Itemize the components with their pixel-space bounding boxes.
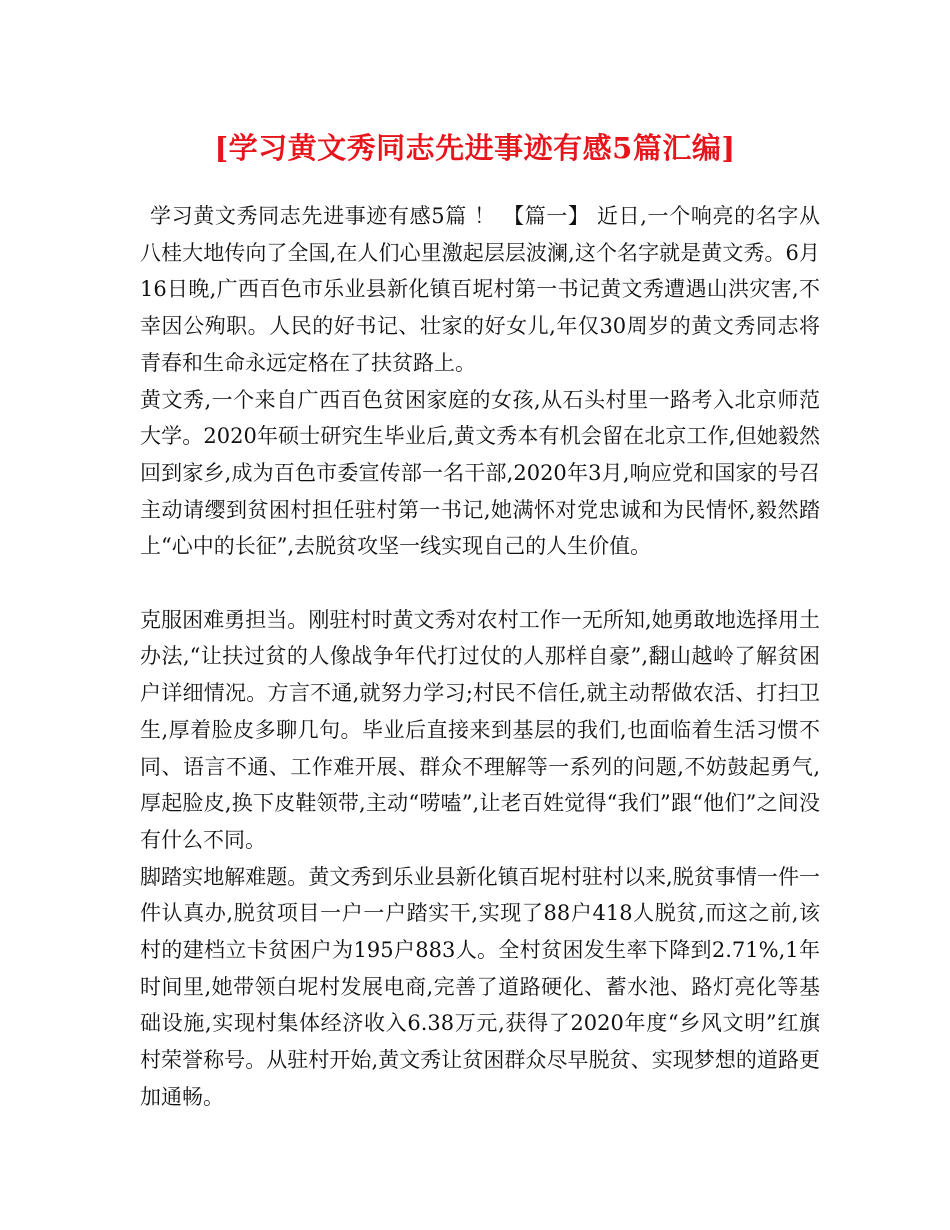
document-title: [学习黄文秀同志先进事迹有感5篇汇编] (214, 131, 736, 165)
paragraph-4: 脚踏实地解难题。黄文秀到乐业县新化镇百坭村驻村以来,脱贫事情一件一件认真办,脱贫项目一户一户踏实干,实现了88户418人脱贫,而这之前,该村的建档立卡贫困户为195户883人。全村贫困发生率下降到2.71%,1年时间里,她带领白坭村发展电商,完善了道路硬化、蓄水池、路灯亮化等基础设施,实现村集体经济收入6.38万元,获得了2020年度“乡风文明”红旗村荣誉称号。从驻村开始,黄文秀让贫困群众尽早脱贫、实现梦想的道路更加通畅。 (140, 864, 820, 1109)
paragraph-1: 学习黄文秀同志先进事迹有感5篇 ！ 【篇一】 近日,一个响亮的名字从八桂大地传向了全国,在人们心里激起层层波澜,这个名字就是黄文秀。6月16日晚,广西百色市乐业县新化镇百坭村第一书记黄文秀遭遇山洪灾害,不幸因公殉职。人民的好书记、壮家的好女儿,年仅30周岁的黄文秀同志将青春和生命永远定格在了扶贫路上。 (140, 204, 820, 375)
paragraph-2: 黄文秀,一个来自广西百色贫困家庭的女孩,从石头村里一路考入北京师范大学。2020年硕士研究生毕业后,黄文秀本有机会留在北京工作,但她毅然回到家乡,成为百色市委宣传部一名干部,2020年3月,响应党和国家的号召主动请缨到贫困村担任驻村第一书记,她满怀对党忠诚和为民情怀,毅然踏上“心中的长征”,去脱贫攻坚一线实现自己的人生价值。 (140, 387, 820, 559)
document-body (140, 198, 820, 1116)
paragraph-3: 克服困难勇担当。刚驻村时黄文秀对农村工作一无所知,她勇敢地选择用土办法,“让扶过贫的人像战争年代打过仗的人那样自豪”,翻山越岭了解贫困户详细情况。方言不通,就努力学习;村民不信任,就主动帮做农活、打扫卫生,厚着脸皮多聊几句。毕业后直接来到基层的我们,也面临着生活习惯不同、语言不通、工作难开展、群众不理解等一系列的问题,不妨鼓起勇气,厚起脸皮,换下皮鞋领带,主动“唠嗑”,让老百姓觉得“我们”跟“他们”之间没有什么不同。 (140, 607, 820, 852)
paragraph-spacer (140, 565, 820, 602)
